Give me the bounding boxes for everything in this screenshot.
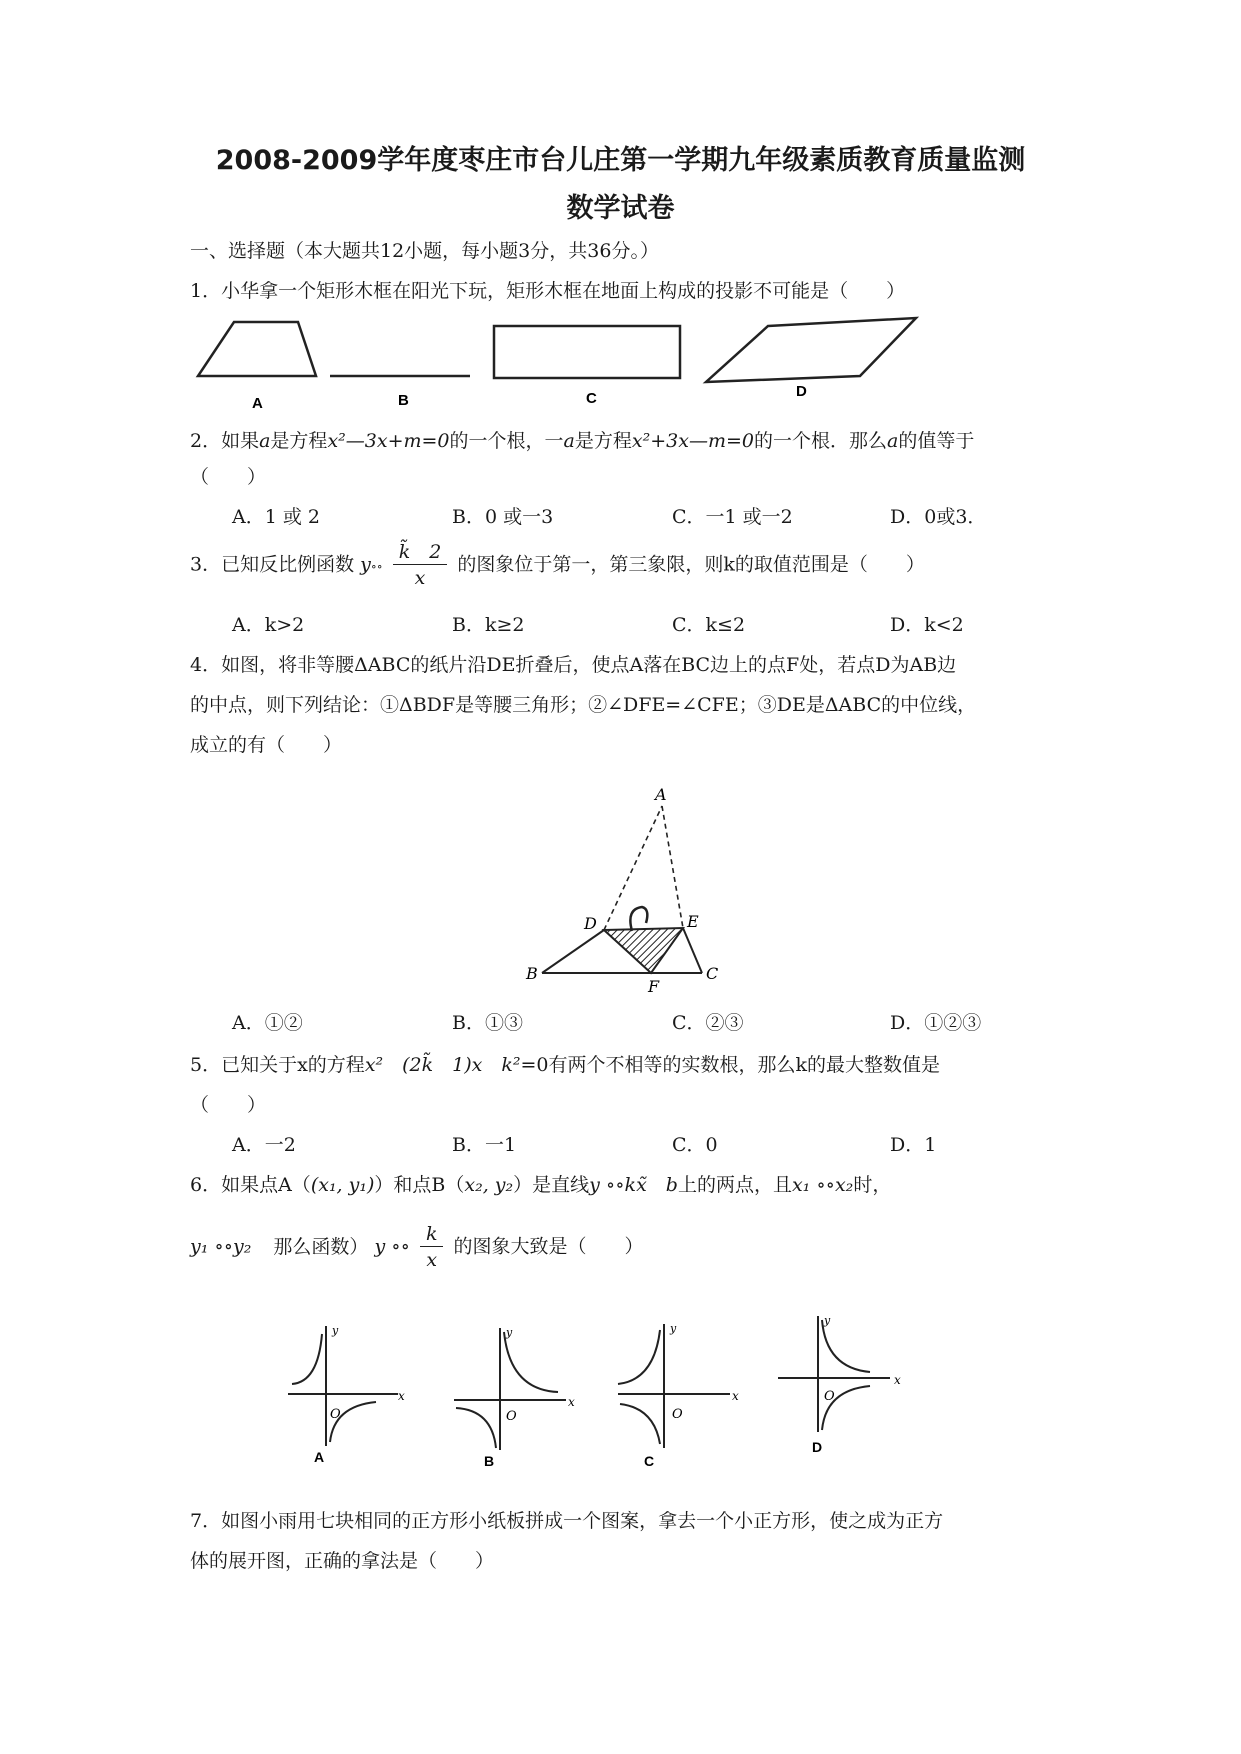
option-c: C．k≤2	[672, 614, 746, 636]
question-6-line-2: y₁ ∘∘y₂ 那么函数） y ∘∘ $\frac{k}{x}$ 的图象大致是（ ）	[190, 1223, 644, 1271]
page-title: 2008-2009学年度枣庄市台儿庄第一学期九年级素质教育质量监测	[215, 145, 1026, 176]
question-4-line-1: 4．如图，将非等腰ΔABC的纸片沿DE折叠后，使点A落在BC边上的点F处，若点D为AB边	[190, 654, 957, 676]
svg-text:x: x	[398, 1389, 405, 1403]
option-c: C．②③	[672, 1012, 744, 1034]
svg-text:x: x	[894, 1373, 901, 1387]
svg-text:y: y	[506, 1326, 513, 1339]
option-c: C．0	[672, 1134, 718, 1156]
svg-text:x: x	[732, 1389, 739, 1403]
question-6-line-1: 6．如果点A（(x₁, y₁)）和点B（x₂, y₂）是直线y ∘∘kx̃ b上的两点，且x₁ ∘∘x₂时，	[190, 1174, 892, 1196]
trapezoid-shape	[198, 322, 316, 376]
svg-text:y: y	[332, 1324, 339, 1337]
svg-text:O: O	[506, 1409, 517, 1424]
option-d: D．0或3．	[890, 506, 987, 528]
vertex-label-a: A	[655, 785, 667, 804]
figure-label-b: B	[398, 392, 409, 409]
vertex-label-c: C	[706, 964, 719, 983]
graph-a	[288, 1324, 405, 1465]
question-2-line-2: （ ）	[190, 466, 267, 488]
vertex-label-b: B	[526, 964, 538, 983]
question-3-line: 3．已知反比例函数 y∘∘ $\frac{k̃ 2}{x}$ 的图象位于第一，第三象限，则k的取值范围是（ ）	[190, 541, 925, 589]
svg-text:O: O	[330, 1407, 341, 1422]
question-5-options	[232, 1130, 1112, 1156]
vertex-label-e: E	[687, 912, 699, 931]
svg-text:x: x	[568, 1395, 575, 1409]
question-4-line-2: 的中点，则下列结论：①ΔBDF是等腰三角形；②∠DFE=∠CFE；③DE是ΔABC的中位线，	[190, 694, 977, 716]
question-2-line-1: 2．如果a是方程x²—3x+m=0的一个根，一a是方程x²+3x—m=0的一个根．那么a的值等于	[190, 430, 975, 452]
option-d: D．1	[890, 1134, 937, 1156]
figure-label-c: C	[586, 390, 597, 407]
figure-label-d: D	[796, 383, 807, 400]
question-1-text: 1．小华拿一个矩形木框在阳光下玩，矩形木框在地面上构成的投影不可能是（ ）	[190, 280, 906, 302]
graph-label-a: A	[314, 1449, 325, 1465]
option-a: A．一2	[232, 1134, 296, 1156]
svg-text:O: O	[824, 1389, 835, 1404]
section-heading: 一、选择题（本大题共12小题，每小题3分，共36分。）	[190, 240, 659, 262]
parallelogram-shape	[706, 318, 916, 382]
graph-label-d: D	[812, 1439, 823, 1455]
option-b: B．k≥2	[452, 614, 525, 636]
figure-label-a: A	[252, 395, 263, 412]
option-b: B．①③	[452, 1012, 523, 1034]
svg-text:y: y	[670, 1322, 677, 1335]
fraction: $\frac{k}{x}$	[420, 1222, 444, 1273]
option-a: A．①②	[232, 1012, 303, 1034]
question-5-line-2: （ ）	[190, 1094, 267, 1116]
page-subtitle: 数学试卷	[566, 193, 675, 224]
option-d: D．k<2	[890, 614, 964, 636]
fraction: $\frac{k̃ 2}{x}$	[393, 540, 448, 591]
option-b: B．一1	[452, 1134, 517, 1156]
rectangle-shape	[494, 326, 680, 378]
question-4-line-3: 成立的有（ ）	[190, 734, 343, 756]
graph-b	[454, 1326, 575, 1469]
question-3-options	[232, 610, 1112, 636]
question-6-graphs	[280, 1314, 980, 1469]
option-d: D．①②③	[890, 1012, 982, 1034]
graph-c	[618, 1322, 739, 1469]
option-b: B．0 或一3	[452, 506, 554, 528]
option-a: A．k>2	[232, 614, 305, 636]
svg-text:O: O	[672, 1407, 683, 1422]
question-2-options	[232, 502, 1112, 528]
option-a: A．1 或 2	[232, 506, 320, 528]
vertex-label-d: D	[584, 914, 597, 933]
graph-label-b: B	[484, 1453, 495, 1469]
question-7-line-1: 7．如图小雨用七块相同的正方形小纸板拼成一个图案，拿去一个小正方形，使之成为正方	[190, 1510, 944, 1532]
graph-label-c: C	[644, 1453, 655, 1469]
question-7-line-2: 体的展开图，正确的拿法是（ ）	[190, 1550, 495, 1572]
question-1-figure	[190, 308, 1060, 416]
svg-text:y: y	[824, 1314, 831, 1327]
question-4-options	[232, 1008, 1112, 1034]
option-c: C．一1 或一2	[672, 506, 793, 528]
question-4-triangle-figure	[520, 786, 740, 996]
vertex-label-f: F	[648, 977, 660, 996]
graph-d	[778, 1314, 901, 1455]
question-5-line-1: 5．已知关于x的方程x² (2k̃ 1)x k²=0有两个不相等的实数根，那么k的最大整数值是	[190, 1054, 941, 1076]
